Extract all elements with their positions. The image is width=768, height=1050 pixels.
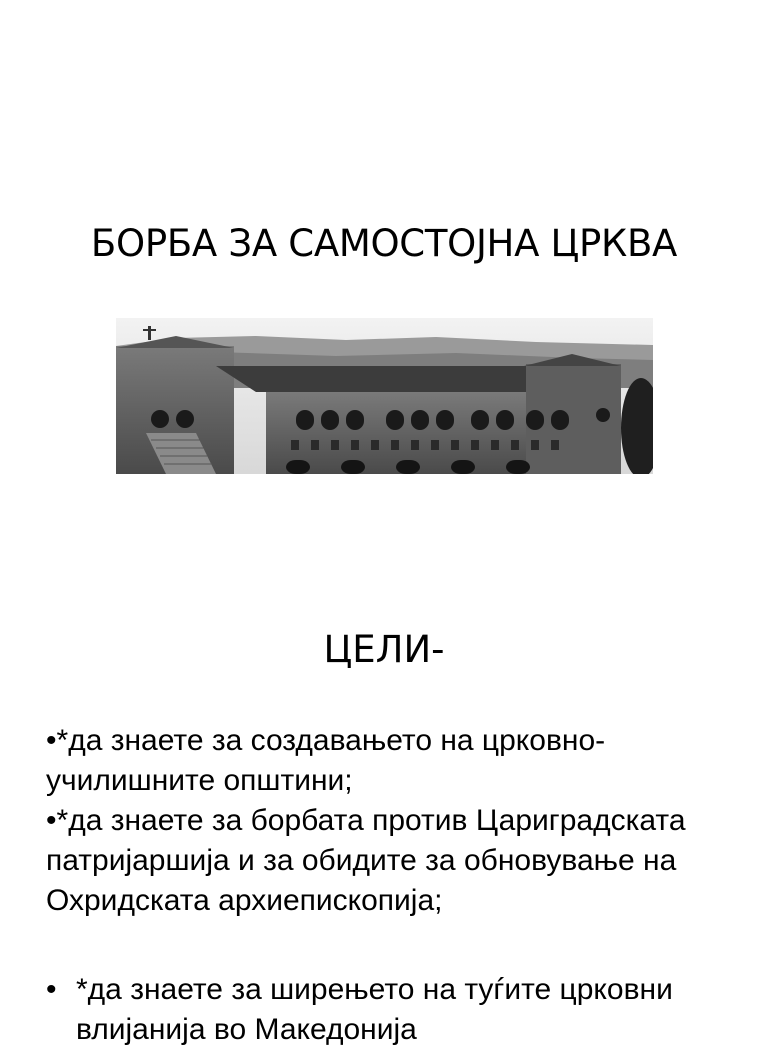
bullet-marker: • [46, 973, 57, 1006]
goal-item [46, 970, 746, 1050]
slide-title: БОРБА ЗА САМОСТОЈНА ЦРКВА [90, 222, 678, 265]
bullet-marker: • [46, 804, 57, 837]
goal-text: *да знаете за создавањето на црковно-училишните општини; [46, 724, 606, 797]
bullet-marker: • [46, 724, 57, 757]
monastery-photo [116, 318, 653, 474]
goal-text: *да знаете за борбата против Цариградската патријаршија и за обидите за обновување на Охридската архиепископија; [46, 804, 686, 917]
goal-text: *да знаете за ширењето на туѓите црковни влијанија во Македонија [76, 973, 673, 1046]
goal-item [46, 721, 746, 801]
goals-heading: ЦЕЛИ- [323, 628, 445, 671]
goal-item [46, 801, 746, 921]
